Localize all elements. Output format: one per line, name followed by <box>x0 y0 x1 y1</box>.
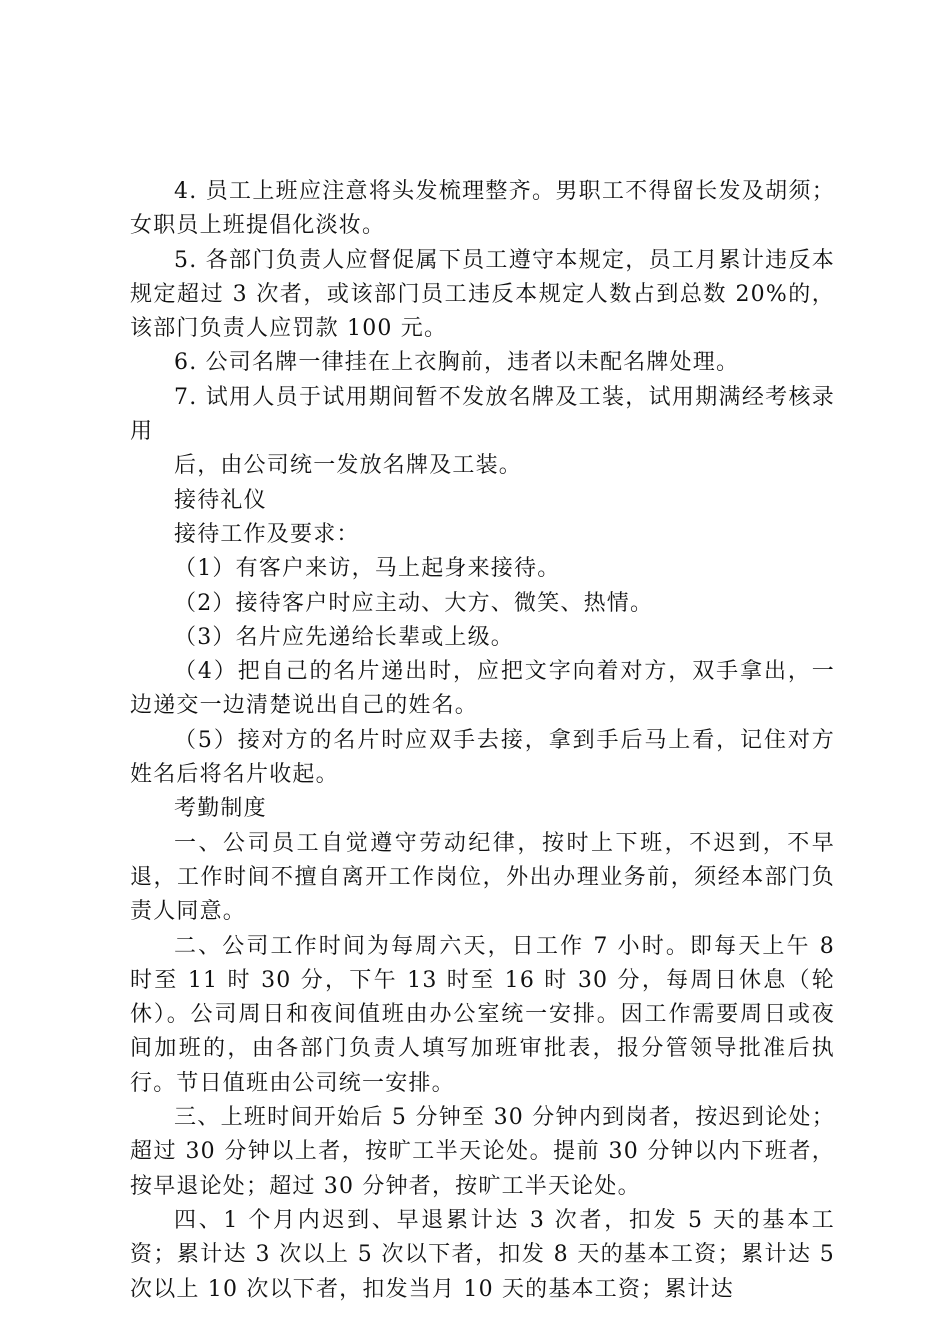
paragraph-attendance-2: 二、公司工作时间为每周六天，日工作 7 小时。即每天上午 8 时至 11 时 30 分，下午 13 时至 16 时 30 分，每周日休息（轮休）。公司周日和夜间值班由办公室统一安排。因工作需要周日或夜间加班的，由各部门负责人填写加班审批表，报分管领导批准后执行。节日值班由公司统一安排。 <box>130 933 835 1096</box>
paragraph-attendance-1: 一、公司员工自觉遵守劳动纪律，按时上下班，不迟到，不早退，工作时间不擅自离开工作岗位，外出办理业务前，须经本部门负责人同意。 <box>130 830 835 925</box>
subheading-reception-requirements: 接待工作及要求： <box>174 521 360 547</box>
paragraph-rule-7: 7. 试用人员于试用期间暂不发放名牌及工装，试用期满经考核录用 <box>130 384 835 445</box>
list-item-reception-1: （1）有客户来访，马上起身来接待。 <box>174 556 561 582</box>
paragraph-rule-4: 4. 员工上班应注意将头发梳理整齐。男职工不得留长发及胡须；女职员上班提倡化淡妆。 <box>130 179 835 239</box>
paragraph-attendance-3: 三、上班时间开始后 5 分钟至 30 分钟内到岗者，按迟到论处；超过 30 分钟以上者，按旷工半天论处。提前 30 分钟以内下班者，按早退论处；超过 30 分钟者，按旷工半天论处。 <box>130 1105 835 1199</box>
list-item-reception-2: （2）接待客户时应主动、大方、微笑、热情。 <box>174 590 654 616</box>
paragraph-rule-5: 5. 各部门负责人应督促属下员工遵守本规定，员工月累计违反本规定超过 3 次者，或该部门员工违反本规定人数占到总数 20%的，该部门负责人应罚款 100 元。 <box>130 247 835 342</box>
section-heading-attendance: 考勤制度 <box>174 796 267 822</box>
list-item-reception-5: （5）接对方的名片时应双手去接，拿到手后马上看，记住对方姓名后将名片收起。 <box>130 727 835 788</box>
list-item-reception-3: （3）名片应先递给长辈或上级。 <box>174 624 514 650</box>
paragraph-rule-7-continued: 后，由公司统一发放名牌及工装。 <box>174 453 523 479</box>
paragraph-rule-6: 6. 公司名牌一律挂在上衣胸前，违者以未配名牌处理。 <box>174 350 740 376</box>
section-heading-reception-etiquette: 接待礼仪 <box>174 487 267 513</box>
document-body <box>130 175 835 1307</box>
paragraph-attendance-4: 四、1 个月内迟到、早退累计达 3 次者，扣发 5 天的基本工资；累计达 3 次以上 5 次以下者，扣发 8 天的基本工资；累计达 5 次以上 10 次以下者，扣发当月 10 天的基本工资；累计达 <box>130 1207 835 1302</box>
list-item-reception-4: （4）把自己的名片递出时，应把文字向着对方，双手拿出，一边递交一边清楚说出自己的姓名。 <box>130 659 835 719</box>
